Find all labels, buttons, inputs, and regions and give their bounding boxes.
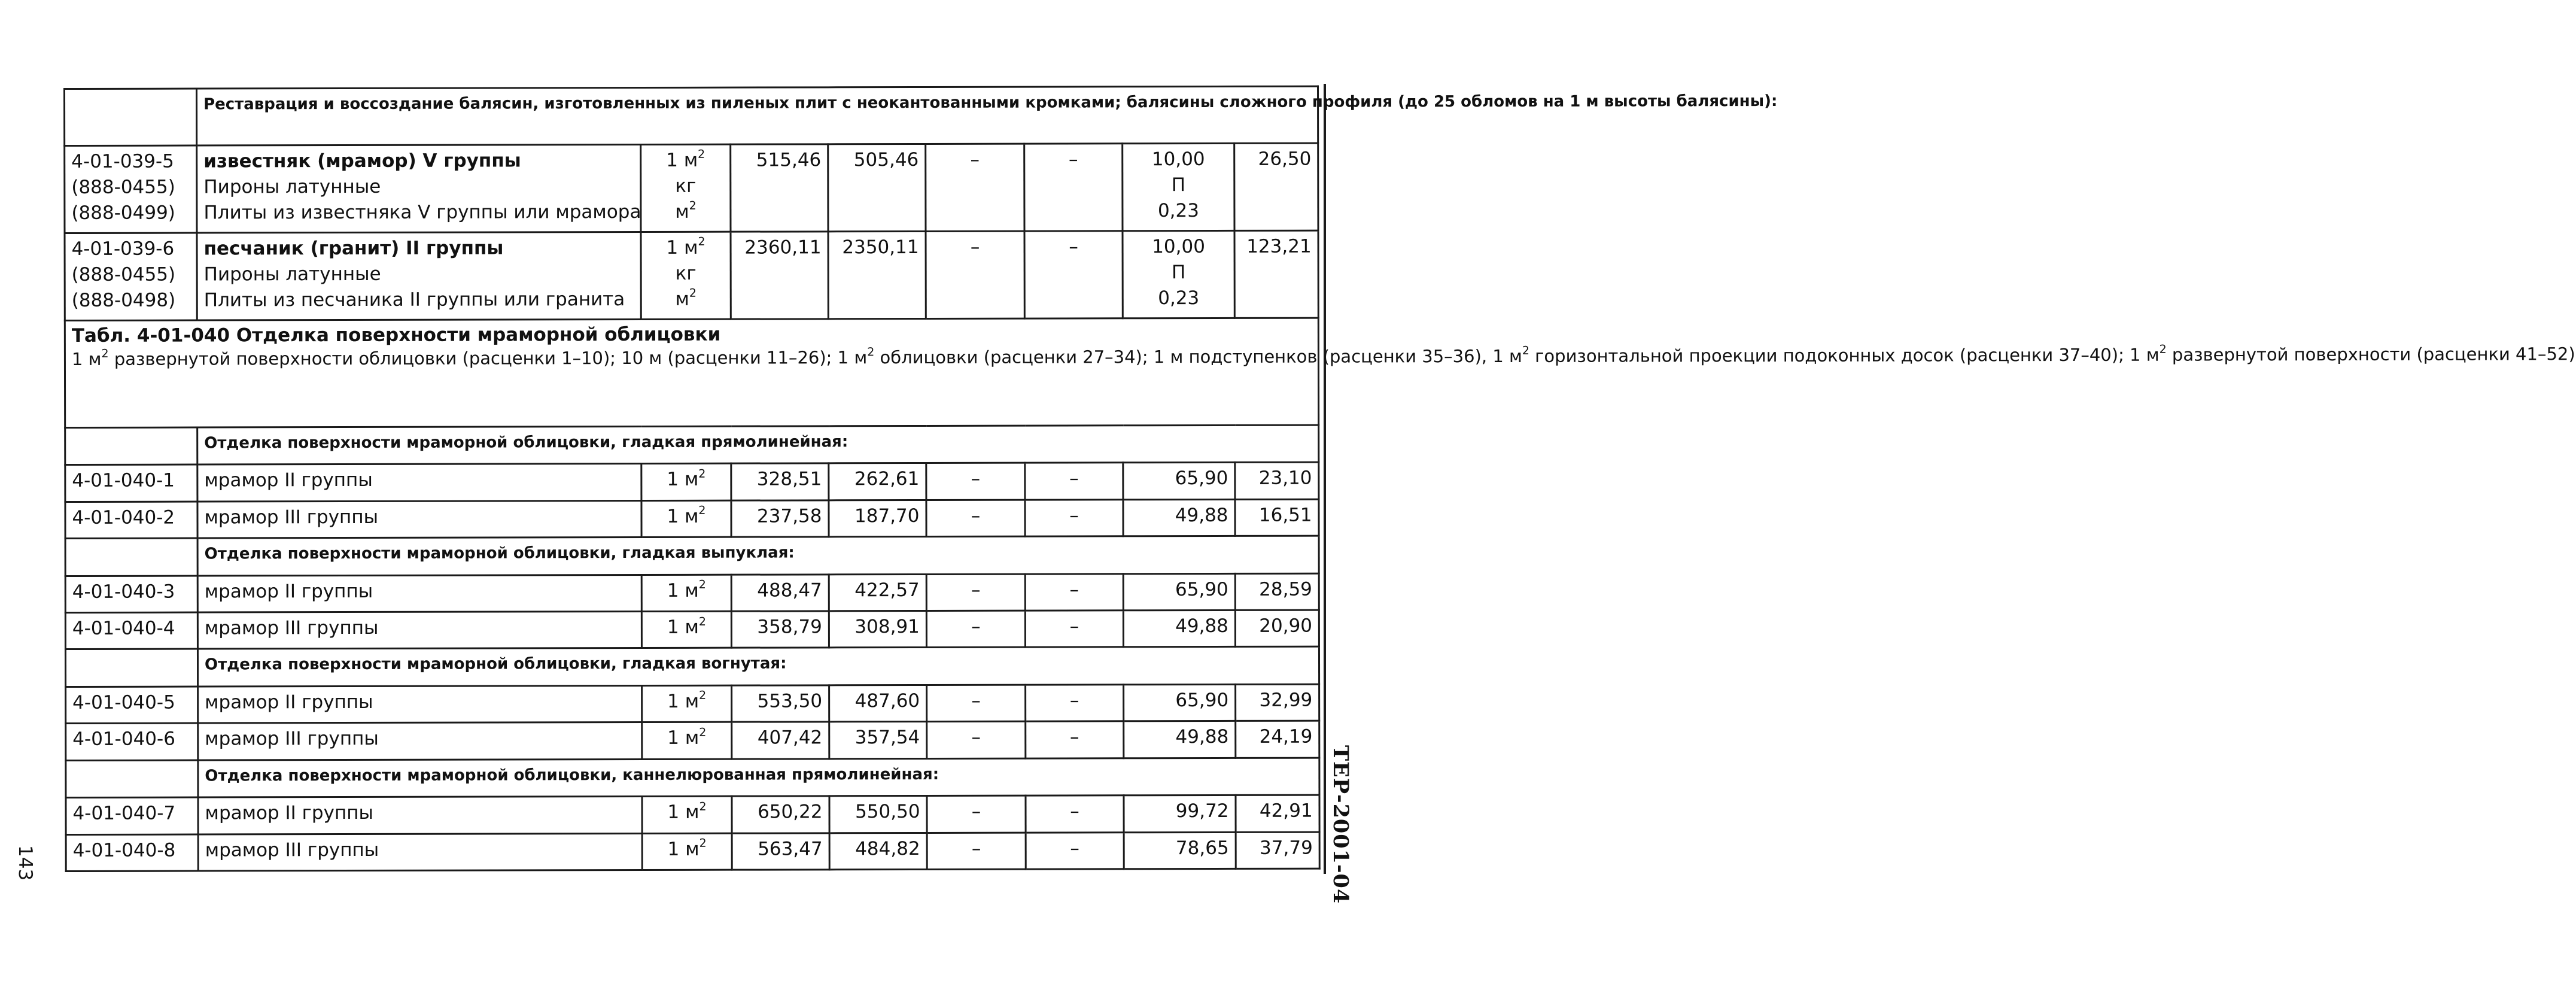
cost-cell: 237,58	[731, 500, 829, 538]
group-title: Отделка поверхности мраморной облицовки, каннелюрованная прямолинейная:	[198, 758, 1319, 797]
entry-description	[197, 232, 641, 320]
machines-cell: –	[927, 795, 1026, 833]
rate-name: мрамор II группы	[197, 464, 641, 502]
labor-cell: 123,21	[1234, 230, 1318, 318]
group-header-row	[65, 425, 1319, 465]
rate-row	[65, 610, 1319, 649]
unit-power: 2	[698, 504, 706, 518]
document-side-code: ТЕР-2001-04	[1328, 745, 1353, 904]
wages-cell: 262,61	[829, 463, 926, 500]
wages-cell: 484,82	[829, 833, 927, 870]
wages-cell: 487,60	[829, 685, 927, 722]
materials-value: П	[1171, 174, 1186, 196]
group-header-row	[65, 646, 1319, 687]
machine-wages-cell: –	[1026, 795, 1124, 833]
cost-cell: 488,47	[731, 574, 829, 611]
materials-cost-cell: 49,88	[1123, 499, 1235, 536]
rate-code: 4-01-040-6	[66, 723, 198, 760]
group-code-cell	[65, 427, 197, 465]
labor-cell: 28,59	[1235, 573, 1319, 611]
unit-power: 2	[699, 689, 707, 703]
machine-wages-cell: –	[1024, 143, 1123, 230]
unit: кг	[675, 175, 697, 197]
intro-group-row	[65, 86, 1318, 145]
entry-name: песчаник (гранит) II группы	[203, 237, 504, 260]
materials-value: 0,23	[1157, 199, 1199, 221]
labor-cell: 23,10	[1235, 462, 1319, 499]
cost-cell: 553,50	[732, 685, 829, 722]
unit: 1 $м^2$	[666, 148, 705, 171]
table-title: Табл. 4-01-040 Отделка поверхности мраморной облицовки	[71, 323, 721, 347]
rate-row	[66, 721, 1319, 760]
resource-code: (888-0455)	[71, 176, 175, 198]
rate-row	[65, 499, 1319, 539]
entry-description	[197, 144, 641, 233]
cost-cell: 563,47	[732, 833, 829, 870]
wages-cell: 505,46	[828, 144, 926, 231]
cost-cell: 328,51	[731, 463, 829, 500]
entry-codes	[65, 145, 197, 233]
machines-cell: –	[926, 231, 1024, 318]
rate-unit	[641, 500, 731, 538]
rate-name: мрамор III группы	[197, 611, 641, 649]
rate-code: 4-01-040-2	[65, 502, 197, 539]
rate-row	[66, 795, 1319, 834]
unit-base: 1 м	[667, 727, 699, 749]
material-name: Пироны латунные	[203, 263, 381, 286]
group-code-cell	[65, 649, 197, 687]
rate-unit	[641, 463, 731, 500]
materials-cost-cell: 65,90	[1124, 684, 1236, 721]
machine-wages-cell: –	[1026, 832, 1124, 869]
labor-cell: 32,99	[1236, 684, 1319, 721]
machine-wages-cell: –	[1025, 499, 1123, 536]
entry-code: 4-01-039-6	[71, 238, 175, 260]
machine-wages-cell: –	[1025, 573, 1123, 611]
rate-unit	[642, 833, 732, 870]
materials-value: 10,00	[1151, 148, 1205, 170]
cost-cell: 650,22	[732, 796, 829, 833]
unit-base: 1 м	[667, 579, 699, 602]
unit-power: 2	[699, 725, 707, 739]
materials-cost-cell: 65,90	[1123, 573, 1235, 611]
unit-base: 1 м	[667, 801, 699, 823]
rate-name: мрамор III группы	[198, 833, 642, 871]
group-title: Отделка поверхности мраморной облицовки, гладкая выпуклая:	[197, 536, 1319, 575]
labor-cell: 16,51	[1235, 499, 1319, 536]
rate-code: 4-01-040-5	[66, 687, 198, 724]
machines-cell: –	[927, 685, 1026, 722]
unit: $м^2$	[675, 199, 697, 223]
unit: 1 $м^2$	[666, 235, 705, 259]
table-040-block	[65, 318, 2575, 428]
machines-cell: –	[927, 833, 1026, 870]
machines-cell: –	[926, 574, 1025, 611]
cost-cell: 2360,11	[731, 231, 828, 318]
materials-cost-cell: 99,72	[1124, 795, 1236, 832]
rate-name: мрамор III группы	[198, 722, 642, 760]
wages-cell: 187,70	[829, 500, 926, 537]
cost-cell: 407,42	[732, 722, 829, 759]
resource-code: (888-0498)	[71, 289, 176, 311]
rate-row	[65, 573, 1319, 613]
materials-cost-cell	[1123, 230, 1234, 318]
resource-code: (888-0499)	[71, 202, 175, 224]
labor-cell: 26,50	[1234, 143, 1318, 230]
labor-cell: 42,91	[1236, 795, 1319, 832]
material-name: Плиты из песчаника II группы или гранита	[203, 288, 625, 311]
rate-unit	[641, 611, 731, 648]
machines-cell: –	[926, 463, 1025, 500]
entry-row	[65, 230, 1318, 320]
unit-base: 1 м	[667, 616, 699, 638]
entry-units	[641, 232, 731, 319]
wages-cell: 2350,11	[828, 231, 926, 318]
unit-power: 2	[698, 578, 706, 591]
entry-codes	[65, 233, 197, 320]
entry-name: известняк (мрамор) V группы	[203, 150, 521, 172]
machine-wages-cell: –	[1026, 721, 1124, 758]
unit-base: 1 м	[667, 838, 699, 860]
unit-power: 2	[699, 800, 707, 813]
group-header-row	[65, 536, 1319, 576]
unit-power: 2	[698, 615, 706, 628]
material-name: Пироны латунные	[203, 175, 381, 198]
resource-code: (888-0455)	[71, 263, 176, 286]
rate-unit	[642, 685, 732, 722]
labor-cell: 24,19	[1236, 721, 1319, 758]
rate-code: 4-01-040-8	[66, 834, 198, 872]
machine-wages-cell: –	[1026, 685, 1124, 722]
materials-value: 0,23	[1158, 287, 1200, 309]
rate-code: 4-01-040-3	[65, 576, 197, 613]
materials-cost-cell: 49,88	[1123, 610, 1235, 647]
machines-cell: –	[927, 721, 1026, 758]
machines-cell: –	[926, 611, 1025, 648]
material-name: Плиты из известняка V группы или мрамора	[203, 201, 641, 224]
wages-cell: 308,91	[829, 611, 926, 648]
unit-power: 2	[698, 467, 706, 481]
wages-cell: 357,54	[829, 722, 927, 759]
wages-cell: 422,57	[829, 574, 926, 611]
intro-code-cell	[65, 89, 197, 145]
unit-power: 2	[699, 836, 707, 850]
rate-name: мрамор III группы	[197, 500, 641, 538]
intro-group-title: Реставрация и воссоздание балясин, изготовленных из пиленых плит с неокантованными кромками; балясины сложного профиля (до 25 обломов на 1 м высоты балясины):	[197, 86, 1318, 145]
unit-base: 1 м	[667, 690, 699, 712]
table-description: 1 $м^2$ развернутой поверхности облицовки (расценки 1–10); 10 м (расценки 11–26); 1 $м^2$ облицовки (расценки 27–34); 1 м подступенков (расценки 35–36), 1 $м^2$ горизонтальной проекции подоконных досок (расценки 37–40); 1 $м^2$ развернутой поверхности (расценки 41–52)	[71, 342, 2575, 369]
machines-cell: –	[926, 500, 1025, 537]
entry-units	[641, 144, 731, 232]
materials-value: П	[1171, 261, 1186, 283]
wages-cell: 550,50	[829, 796, 927, 833]
machine-wages-cell: –	[1025, 463, 1123, 500]
unit-base: 1 м	[667, 469, 699, 491]
rate-code: 4-01-040-1	[65, 464, 197, 502]
group-header-row	[66, 758, 1319, 798]
unit-base: 1 м	[667, 505, 699, 527]
labor-cell: 37,79	[1236, 832, 1319, 869]
unit: кг	[675, 262, 697, 284]
group-code-cell	[65, 538, 197, 576]
unit: $м^2$	[675, 287, 697, 310]
machine-wages-cell: –	[1024, 230, 1123, 318]
machine-wages-cell: –	[1025, 611, 1123, 648]
labor-cell: 20,90	[1235, 610, 1319, 647]
rate-row	[66, 684, 1319, 724]
rate-code: 4-01-040-7	[66, 797, 198, 834]
cost-cell: 358,79	[731, 611, 829, 648]
materials-cost-cell: 49,88	[1124, 721, 1236, 758]
page-number: 143	[14, 845, 36, 881]
materials-cost-cell: 78,65	[1124, 832, 1236, 869]
rate-row	[65, 462, 1319, 502]
rate-name: мрамор II группы	[198, 797, 642, 834]
cost-cell: 515,46	[731, 144, 828, 231]
entry-code: 4-01-039-5	[71, 150, 174, 172]
materials-value: 10,00	[1152, 235, 1205, 257]
rate-unit	[642, 796, 732, 833]
rate-name: мрамор II группы	[197, 575, 641, 612]
rate-code: 4-01-040-4	[65, 612, 197, 649]
rate-row	[66, 832, 1319, 872]
rate-unit	[641, 575, 731, 612]
rate-name: мрамор II группы	[198, 685, 642, 723]
table-header-row	[65, 318, 1318, 428]
rate-unit	[642, 722, 732, 759]
group-title: Отделка поверхности мраморной облицовки, гладкая прямолинейная:	[197, 425, 1319, 464]
machines-cell: –	[926, 144, 1024, 231]
entry-row	[65, 143, 1318, 233]
materials-cost-cell	[1123, 143, 1234, 230]
margin-rule	[1324, 84, 1326, 874]
group-code-cell	[66, 760, 198, 798]
materials-cost-cell: 65,90	[1123, 463, 1235, 500]
group-title: Отделка поверхности мраморной облицовки, гладкая вогнутая:	[197, 646, 1319, 686]
